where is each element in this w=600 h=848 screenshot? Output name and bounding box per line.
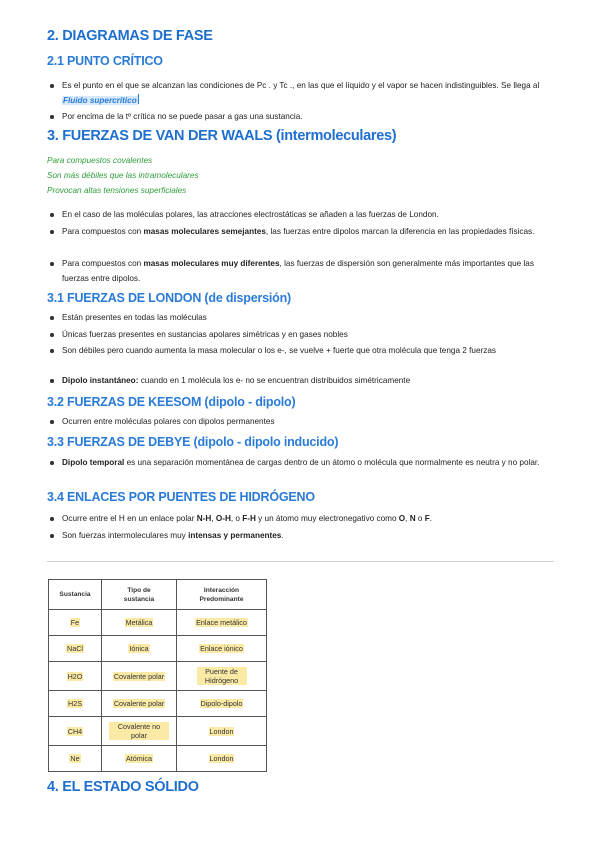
bullet-text: , [405,514,410,523]
table-header-cell: Sustancia [49,580,102,610]
bold-term: Dipolo instantáneo: [62,376,139,385]
cell-text: Ne [70,754,80,763]
green-note: Provocan altas tensiones superficiales [47,186,187,195]
bullet-item [62,224,552,239]
bullet-item [62,109,552,124]
table-cell [49,691,102,717]
bullet-text: o [415,514,425,523]
cell-text: Enlace metálico [196,618,247,627]
bold-term: O [398,514,406,523]
bold-term: F [424,514,430,523]
table-header-cell [102,580,177,610]
table-cell [102,717,177,746]
bullet-item [62,78,552,108]
bullet-text: Es el punto en el que se alcanzan las condiciones de Pc . y Tc ., en las que el líquido y el vapor se hacen indistinguibles. Se llega al [62,81,540,90]
bold-term: intensas y permanentes [188,531,282,540]
bullet-item [62,310,552,325]
table-cell [49,717,102,746]
cell-text: Dipolo-dipolo [200,699,243,708]
substances-table [48,579,267,772]
table-cell [102,636,177,662]
table-cell [177,691,267,717]
cell-text: London [209,726,234,736]
bullet-item [62,207,552,222]
bullet-text: En el caso de las moléculas polares, las atracciones electrostáticas se añaden a las fuerzas de London. [62,210,439,219]
table-cell [177,636,267,662]
table-row [49,717,267,746]
table-cell [177,610,267,636]
green-note: Son más débiles que las intramoleculares [47,171,199,180]
bold-term: masas moleculares muy diferentes [143,259,280,268]
bullet-item [62,455,552,470]
table-cell [49,662,102,691]
bullet-item [62,414,552,429]
cell-text: Covalente polar [113,699,165,708]
fluido-supercritico-highlight: Fluido supercrítico [63,96,137,105]
bullet-text: Son fuerzas intermoleculares muy [62,531,189,540]
section-4-title: 4. EL ESTADO SÓLIDO [47,779,199,795]
cell-text: Covalente polar [113,671,165,681]
table-header-row [49,580,267,610]
cell-text: Covalente no polar [109,722,169,740]
cell-text: London [209,754,234,763]
bold-term: masas moleculares semejantes [143,227,266,236]
bold-term: O-H [215,514,231,523]
bullet-text: . [429,514,433,523]
cell-text: Metálica [125,618,153,627]
bullet-item [62,327,552,342]
cell-text: Fe [70,618,80,627]
table-header-cell [177,580,267,610]
section-2-1-title: 2.1 PUNTO CRÍTICO [47,54,163,68]
section-3-title: 3. FUERZAS DE VAN DER WAALS (intermoleculares) [47,128,397,144]
cell-text: H2S [68,699,82,708]
bullet-text: es una separación momentánea de cargas dentro de un átomo o molécula que normalmente es neutra y no polar. [124,458,540,467]
bullet-item [62,528,552,543]
table-cell [49,610,102,636]
text-cursor [138,94,139,104]
bold-term: N-H [196,514,212,523]
bold-term: Dipolo temporal [62,458,125,467]
table-cell [102,746,177,772]
table-row [49,691,267,717]
cell-text: Enlace iónico [200,644,243,653]
table-row [49,662,267,691]
table-row [49,746,267,772]
section-3-4-title: 3.4 ENLACES POR PUENTES DE HIDRÓGENO [47,490,315,504]
bullet-text: Ocurren entre moléculas polares con dipolos permanentes [62,417,275,426]
bullet-text: , o [230,514,243,523]
bullet-text: Están presentes en todas las moléculas [62,313,207,322]
bullet-text: . [281,531,284,540]
bullet-item [62,511,552,526]
bullet-text: Para compuestos con [62,227,144,236]
cell-text: H2O [67,671,83,681]
table-cell [102,662,177,691]
section-3-3-title: 3.3 FUERZAS DE DEBYE (dipolo - dipolo inducido) [47,435,339,449]
bullet-text: Por encima de la tº crítica no se puede pasar a gas una sustancia. [62,112,303,121]
bullet-text: Para compuestos con [62,259,144,268]
horizontal-divider [47,561,554,562]
bullet-text: y un átomo muy electronegativo como [255,514,399,523]
bold-term: F-H [242,514,256,523]
table-row [49,610,267,636]
header-text: Tipo de sustancia [123,586,155,603]
bullet-text: Son débiles pero cuando aumenta la masa molecular o los e-, se vuelve + fuerte que otra molécula que tenga 2 fuerzas [62,346,496,355]
table-row [49,636,267,662]
bullet-text: , [211,514,216,523]
table-cell [177,717,267,746]
section-3-2-title: 3.2 FUERZAS DE KEESOM (dipolo - dipolo) [47,395,296,409]
header-text: Interacción Predominante [199,586,244,603]
green-note: Para compuestos covalentes [47,156,153,165]
bold-term: N [409,514,416,523]
bullet-text: , las fuerzas de dispersión son generalmente más importantes que las fuerzas entre dipolos. [62,259,534,283]
cell-text: Atómica [126,754,152,763]
bullet-text: Únicas fuerzas presentes en sustancias apolares simétricas y en gases nobles [62,330,348,339]
section-3-1-title: 3.1 FUERZAS DE LONDON (de dispersión) [47,291,292,305]
cell-text: CH4 [67,726,83,736]
table-cell [177,746,267,772]
bullet-item [62,373,552,388]
bullet-item [62,343,552,358]
section-2-title: 2. DIAGRAMAS DE FASE [47,28,213,44]
bullet-text: cuando en 1 molécula los e- no se encuentran distribuidos simétricamente [138,376,411,385]
table-cell [102,610,177,636]
cell-text: Iónica [129,644,149,653]
bullet-text: Ocurre entre el H en un enlace polar [62,514,197,523]
table-cell [102,691,177,717]
bullet-text: , las fuerzas entre dipolos marcan la diferencia en las propiedades físicas. [265,227,535,236]
table-cell [177,662,267,691]
table-cell [49,746,102,772]
cell-text: Puente de Hidrógeno [197,667,247,685]
table-cell [49,636,102,662]
bullet-item [62,256,552,286]
cell-text: NaCl [67,644,83,653]
